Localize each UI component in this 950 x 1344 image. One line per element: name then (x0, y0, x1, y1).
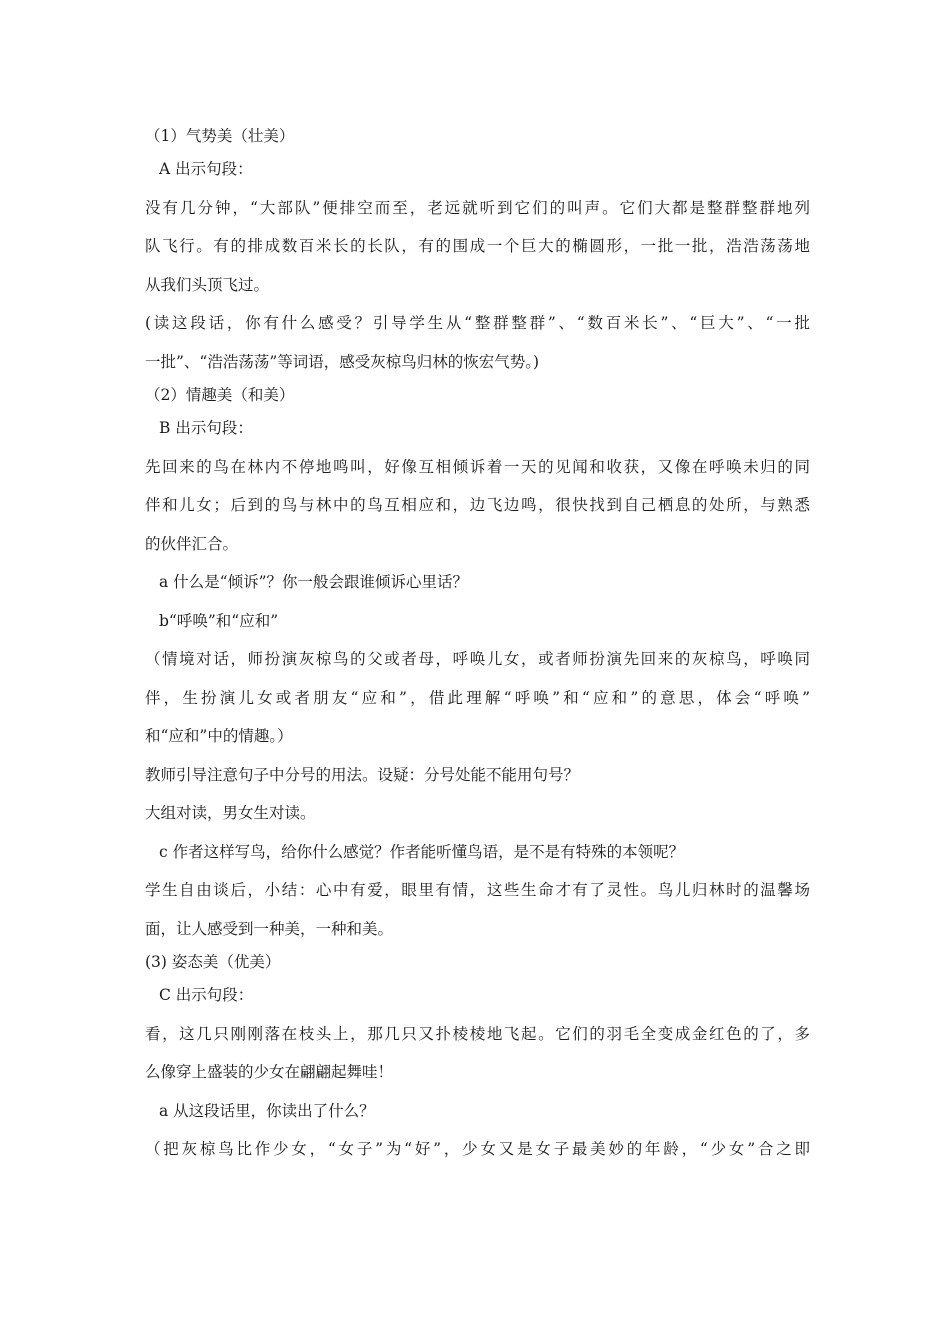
question-a: a 什么是“倾诉”？你一般会跟谁倾诉心里话？ (159, 573, 469, 591)
document-body (145, 122, 810, 1169)
paragraph-line: 先回来的鸟在林内不停地鸣叫，好像互相倾诉着一天的见闻和收获，又像在呼唤未归的同 (145, 457, 810, 476)
paragraph-line: 伴和儿女；后到的鸟与林中的鸟互相应和，边飞边鸣，很快找到自己栖息的处所，与熟悉 (145, 496, 810, 514)
section-heading-1: （1）气势美（壮美） (145, 127, 295, 145)
paragraph-line: 么像穿上盛装的少女在翩翩起舞哇！ (145, 1063, 394, 1081)
section-heading-2: （2）情趣美（和美） (145, 386, 295, 404)
paragraph-line: 没有几分钟，“大部队”便排空而至，老远就听到它们的叫声。它们大都是整群整群地列 (145, 198, 810, 217)
paragraph-line: 和“应和”中的情趣。） (145, 727, 293, 745)
paragraph-line: 伴，生扮演儿女或者朋友“应和”，借此理解“呼唤”和“应和”的意思，体会“呼唤” (145, 688, 810, 707)
question-a-2: a 从这段话里，你读出了什么？ (159, 1101, 375, 1120)
paragraph-line: （情境对话，师扮演灰椋鸟的父或者母，呼唤儿女，或者师扮演先回来的灰椋鸟，呼唤同 (145, 650, 810, 668)
question-c: c 作者这样写鸟，给你什么感觉？作者能听懂鸟语，是不是有特殊的本领呢？ (159, 842, 685, 861)
paragraph-line: 一批”、“浩浩荡荡”等词语，感受灰椋鸟归林的恢宏气势。) (145, 352, 540, 371)
paragraph-line: 教师引导注意句子中分号的用法。设疑：分号处能不能用句号？ (145, 765, 580, 784)
paragraph-line: 队飞行。有的排成数百米长的长队，有的围成一个巨大的椭圆形，一批一批，浩浩荡荡地 (145, 237, 810, 255)
paragraph-line: 看，这几只刚刚落在枝头上，那几只又扑棱棱地飞起。它们的羽毛全变成金红色的了，多 (145, 1024, 810, 1043)
section-heading-3: (3) 姿态美（优美） (145, 953, 281, 971)
paragraph-line: 大组对读，男女生对读。 (145, 804, 316, 822)
sub-heading-c: C 出示句段： (159, 986, 254, 1004)
paragraph-line: (读这段话，你有什么感受？引导学生从“整群整群”、“数百米长”、“巨大”、“一批 (145, 314, 810, 332)
paragraph-line: 从我们头顶飞过。 (145, 275, 270, 294)
paragraph-line: （把灰椋鸟比作少女，“女子”为“好”，少女又是女子最美妙的年龄，“少女”合之即 (145, 1140, 810, 1158)
question-b: b“呼唤”和“应和” (159, 611, 279, 630)
paragraph-line: 面，让人感受到一种美，一种和美。 (145, 919, 394, 938)
sub-heading-a: A 出示句段： (159, 160, 253, 178)
paragraph-line: 的伙伴汇合。 (145, 534, 239, 553)
sub-heading-b: B 出示句段： (159, 419, 253, 437)
paragraph-line: 学生自由谈后，小结：心中有爱，眼里有情，这些生命才有了灵性。鸟儿归林时的温馨场 (145, 881, 810, 899)
